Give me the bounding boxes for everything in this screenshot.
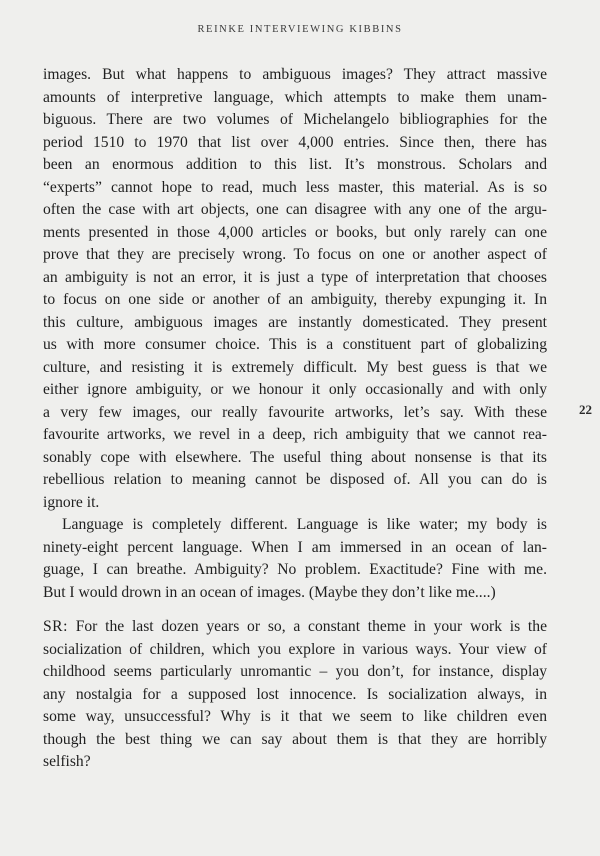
text-line: biguous. There are two volumes of Michelangelo bibliographies for the: [43, 111, 547, 128]
text-line: though the best thing we can say about them is that they are horribly: [43, 730, 547, 748]
question-line: [43, 616, 547, 639]
text-line: selfish?: [43, 753, 91, 770]
text-line: ignore it.: [43, 493, 100, 511]
running-head: REINKE INTERVIEWING KIBBINS: [197, 24, 403, 35]
text-line: this culture, ambiguous images are instantly domesticated. They present: [43, 313, 547, 331]
text-line: “experts” cannot hope to read, much less master, this material. As is so: [43, 178, 547, 196]
text-line: amounts of interpretive language, which attempts to make them unam-: [43, 88, 547, 106]
text-line: favourite artworks, we revel in a deep, rich ambiguity that we cannot rea-: [43, 426, 547, 443]
question-text: For the last dozen years or so, a constant theme in your work is the: [75, 618, 547, 635]
text-line: guage, I can breathe. Ambiguity? No problem. Exactitude? Fine with me.: [43, 561, 547, 578]
text-line: socialization of children, which you explore in various ways. Your view of: [43, 640, 547, 658]
paragraph-gap: [43, 604, 547, 616]
paragraph-1: [43, 64, 547, 514]
text-line: Language is completely different. Language is like water; my body is: [62, 516, 547, 533]
text-line: period 1510 to 1970 that list over 4,000 entries. Since then, there has: [43, 133, 547, 151]
text-line: culture, and resisting it is extremely difficult. My best guess is that we: [43, 358, 547, 376]
paragraph-2: [43, 514, 547, 604]
text-line: often the case with art objects, one can disagree with any one of the argu-: [43, 201, 547, 218]
text-line: any nostalgia for a supposed lost innocence. Is socialization always, in: [43, 685, 547, 703]
text-line: either ignore ambiguity, or we honour it only occasionally and with only: [43, 381, 547, 398]
text-line: childhood seems particularly unromantic – you don’t, for instance, display: [43, 663, 547, 680]
text-line: prove that they are precisely wrong. To focus on one or another aspect of: [43, 246, 547, 263]
text-line: sonably cope with elsewhere. The useful thing about nonsense is that its: [43, 448, 547, 466]
question-paragraph: [43, 616, 547, 774]
text-line: been an enormous addition to this list. It’s monstrous. Scholars and: [43, 156, 547, 173]
text-line: an ambiguity is not an error, it is just a type of interpretation that chooses: [43, 268, 547, 286]
body-text: [43, 64, 547, 774]
text-line: some way, unsuccessful? Why is it that we seem to like children even: [43, 708, 547, 725]
text-line: a very few images, our really favourite artworks, let’s say. With these: [43, 403, 547, 421]
text-line: images. But what happens to ambiguous images? They attract massive: [43, 66, 547, 83]
speaker-label: SR:: [43, 618, 68, 635]
text-line: rebellious relation to meaning cannot be disposed of. All you can do is: [43, 471, 547, 488]
text-line: ments presented in those 4,000 articles or books, but only rarely can one: [43, 223, 547, 241]
text-line: us with more consumer choice. This is a constituent part of globalizing: [43, 336, 547, 353]
text-line: But I would drown in an ocean of images. (Maybe they don’t like me....): [43, 583, 496, 601]
text-line: ninety-eight percent language. When I am immersed in an ocean of lan-: [43, 538, 547, 556]
page-number: 22: [579, 402, 592, 417]
text-line: to focus on one side or another of an ambiguity, thereby expunging it. In: [43, 291, 547, 308]
